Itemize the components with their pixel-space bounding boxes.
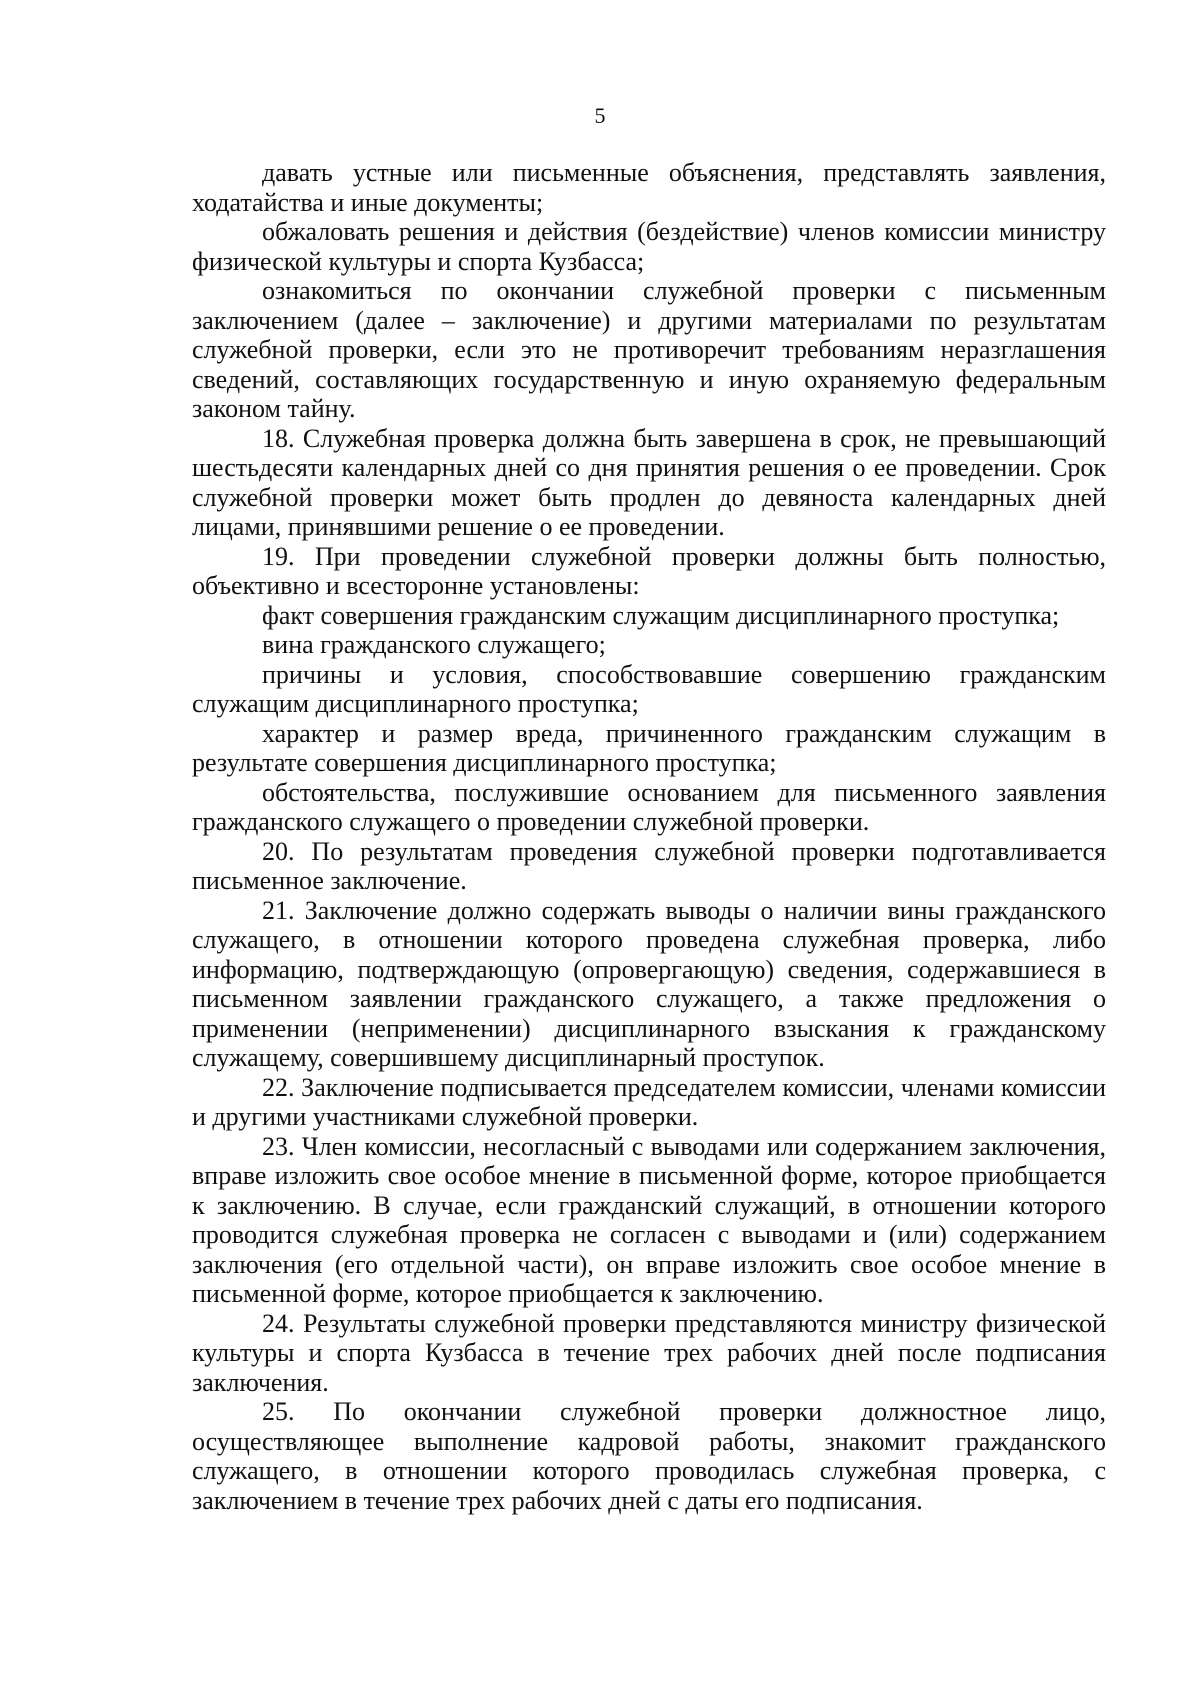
- paragraph: ознакомиться по окончании служебной проверки с письменным заключением (далее – заключение) и другими материалами по результатам служебной проверки, если это не противоречит требованиям неразглашения сведений, составляющих государственную и иную охраняемую федеральным законом тайну.: [192, 276, 1106, 423]
- paragraph: 23. Член комиссии, несогласный с выводами или содержанием заключения, вправе изложить свое особое мнение в письменной форме, которое приобщается к заключению. В случае, если гражданский служащий, в отношении которого проводится служебная проверка не согласен с выводами и (или) содержанием заключения (его отдельной части), он вправе изложить свое особое мнение в письменной форме, которое приобщается к заключению.: [192, 1131, 1106, 1308]
- paragraph: 20. По результатам проведения служебной проверки подготавливается письменное заключение.: [192, 836, 1106, 895]
- paragraph: обжаловать решения и действия (бездействие) членов комиссии министру физической культуры и спорта Кузбасса;: [192, 217, 1106, 276]
- paragraph: 22. Заключение подписывается председателем комиссии, членами комиссии и другими участниками служебной проверки.: [192, 1072, 1106, 1131]
- paragraph: 19. При проведении служебной проверки должны быть полностью, объективно и всесторонне установлены:: [192, 541, 1106, 600]
- paragraph: факт совершения гражданским служащим дисциплинарного проступка;: [262, 600, 1060, 630]
- paragraph: 25. По окончании служебной проверки должностное лицо, осуществляющее выполнение кадровой работы, знакомит гражданского служащего, в отношении которого проводилась служебная проверка, с заключением в течение трех рабочих дней с даты его подписания.: [192, 1397, 1106, 1515]
- document-body: [192, 158, 1106, 1515]
- paragraph: характер и размер вреда, причиненного гражданским служащим в результате совершения дисциплинарного проступка;: [192, 718, 1106, 777]
- paragraph: причины и условия, способствовавшие совершению гражданским служащим дисциплинарного проступка;: [192, 659, 1106, 718]
- paragraph: 24. Результаты служебной проверки представляются министру физической культуры и спорта Кузбасса в течение трех рабочих дней после подписания заключения.: [192, 1308, 1106, 1397]
- paragraph: давать устные или письменные объяснения, представлять заявления, ходатайства и иные документы;: [192, 158, 1106, 217]
- paragraph: 21. Заключение должно содержать выводы о наличии вины гражданского служащего, в отношении которого проведена служебная проверка, либо информацию, подтверждающую (опровергающую) сведения, содержавшиеся в письменном заявлении гражданского служащего, а также предложения о применении (неприменении) дисциплинарного взыскания к гражданскому служащему, совершившему дисциплинарный проступок.: [192, 895, 1106, 1072]
- paragraph: вина гражданского служащего;: [262, 630, 606, 659]
- page-number: 5: [594, 103, 606, 128]
- paragraph: обстоятельства, послужившие основанием для письменного заявления гражданского служащего о проведении служебной проверки.: [192, 777, 1106, 836]
- paragraph: 18. Служебная проверка должна быть завершена в срок, не превышающий шестьдесяти календарных дней со дня принятия решения о ее проведении. Срок служебной проверки может быть продлен до девяноста календарных дней лицами, принявшими решение о ее проведении.: [192, 423, 1106, 541]
